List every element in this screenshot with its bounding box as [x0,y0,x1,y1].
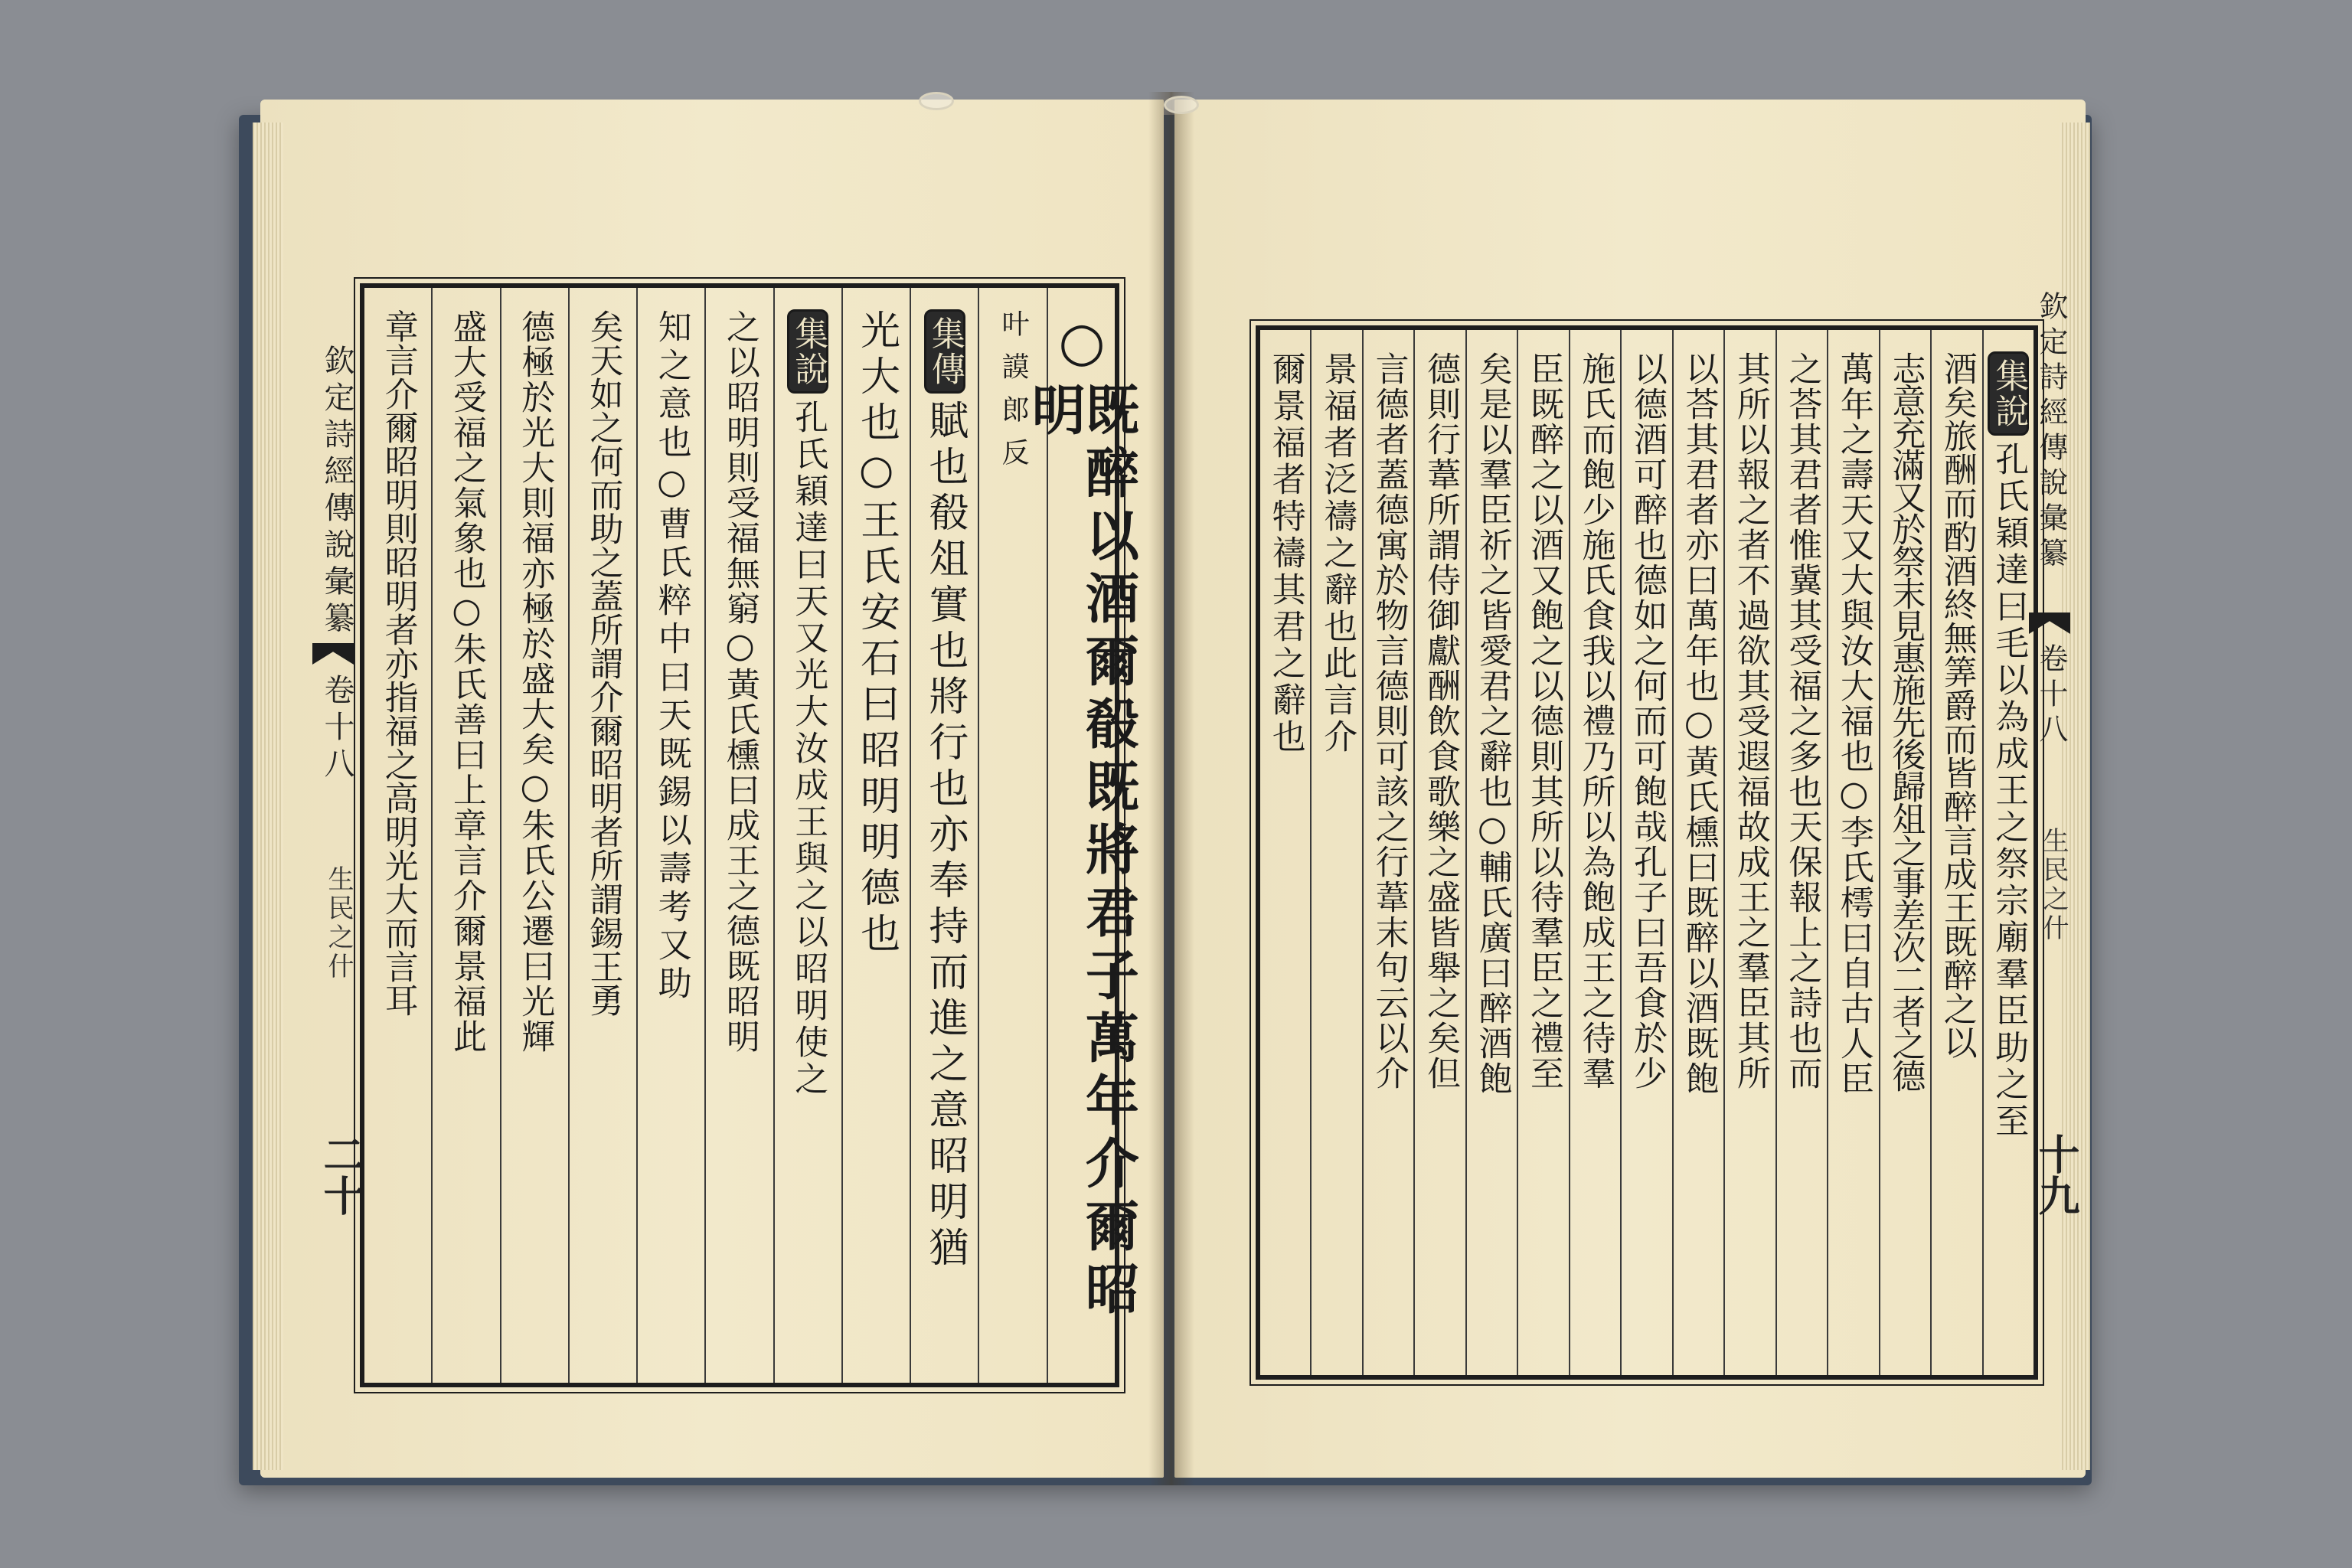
jizhuan-badge: 集傳 [924,309,965,394]
column-text: 德則行葦所謂侍御獻酬飲食歌樂之盛皆舉之矣但 [1421,351,1461,1091]
jishuo-badge: 集說 [1988,351,2029,436]
column-text: 矣天如之何而助之蓋所謂介爾昭明者所謂錫王勇 [583,309,623,1017]
text-column [500,288,568,1383]
text-column [1982,330,2034,1375]
text-column [704,288,773,1383]
column-text: 孔氏穎達曰天又光大汝成王與之以昭明使之 [789,400,828,1098]
right-columns [1260,330,2034,1375]
text-column [773,288,841,1383]
right-text-frame [1256,325,2038,1380]
left-margin-title: 欽定詩經傳說彙纂 [319,345,354,639]
book-gutter [1148,92,1194,1485]
column-text: 光大也○王氏安石曰昭明明德也 [853,309,900,959]
text-column [1310,330,1361,1375]
column-text: 爾景福者特禱其君之辭也 [1266,351,1305,756]
column-text: 矣是以羣臣祈之皆愛君之辭也○輔氏廣曰醉酒飽 [1472,351,1512,1096]
column-text: 德極於光大則福亦極於盛大矣○朱氏公遷曰光輝 [515,309,555,1054]
left-columns [364,288,1141,1383]
column-text: 章言介爾昭明則昭明者亦指福之高明光大而言耳 [378,309,418,1017]
text-column [1827,330,1878,1375]
text-column [1517,330,1568,1375]
text-column [1465,330,1517,1375]
text-column [1930,330,1981,1375]
right-folio: 十九 [2032,1133,2081,1216]
text-column [1413,330,1465,1375]
column-text: 萬年之壽天又大與汝大福也○李氏樗曰自古人臣 [1834,351,1873,1096]
text-column [1569,330,1620,1375]
left-folio: 二十 [317,1133,366,1216]
column-text: 志意充滿又於祭末見惠施先後歸俎之事差次二者之德 [1886,351,1926,1091]
left-page-edges [253,122,283,1470]
text-column [1362,330,1413,1375]
jishuo-badge: 集說 [787,309,828,394]
column-text: 知之意也○曹氏粹中曰天既錫以壽考又助 [652,309,691,1004]
right-volume-label: 卷十八 [2034,643,2068,749]
column-text: 賦也殽俎實也將行也亦奉持而進之意昭明猶 [921,400,968,1272]
right-chapter-label: 生民之什 [2038,827,2069,943]
column-text: 以德酒可醉也德如之何而可飽哉孔子曰吾食於少 [1627,351,1667,1091]
column-text: 施氏而飽少施氏食我以禮乃所以為飽成王之待羣 [1576,351,1615,1091]
binding-string [1164,96,1199,114]
left-volume-label: 卷十八 [319,674,354,784]
text-column [841,288,910,1383]
column-text: 孔氏穎達曰毛以為成王之祭宗廟羣臣助之至 [1989,442,2029,1140]
text-column [636,288,704,1383]
column-text: 言德者蓋德寓於物言德則可該之行葦末句云以介 [1369,351,1409,1091]
text-column [431,288,499,1383]
column-text: 之荅其君者惟冀其受福之多也天保報上之詩也而 [1782,351,1822,1091]
pronunciation-note: 叶謨郎反 [998,309,1030,481]
text-column [1672,330,1723,1375]
text-column [1775,330,1827,1375]
text-column [910,288,978,1383]
column-text: 之以昭明則受福無窮○黃氏櫄曰成王之德既昭明 [720,309,760,1054]
column-text: 酒矣旅酬而酌酒終無筭爵而皆醉言成王既醉之以 [1937,351,1977,1059]
text-column [1879,330,1930,1375]
text-column [1023,288,1141,1383]
text-column [568,288,636,1383]
column-text: 臣既醉之以酒又飽之以德則其所以待羣臣之禮至 [1524,351,1564,1091]
column-text: 景福者泛禱之辭也此言介 [1318,351,1357,756]
text-column [1260,330,1310,1375]
column-text: 盛大受福之氣象也○朱氏善曰上章言介爾景福此 [446,309,486,1054]
text-column [364,288,431,1383]
main-verse: 既醉以酒爾殽既將君子萬年介爾昭明 [1023,382,1141,1324]
left-chapter-label: 生民之什 [323,865,354,982]
column-text: 其所以報之者不過欲其受遐福故成王之羣臣其所 [1730,351,1770,1091]
text-column [1723,330,1775,1375]
column-text: ○ [1050,309,1114,382]
binding-string [919,92,954,110]
left-text-frame [360,283,1141,1387]
text-column [1620,330,1671,1375]
right-margin-title: 欽定詩經傳說彙纂 [2034,291,2068,573]
column-text: 以荅其君者亦曰萬年也○黃氏櫄曰既醉以酒既飽 [1679,351,1719,1096]
